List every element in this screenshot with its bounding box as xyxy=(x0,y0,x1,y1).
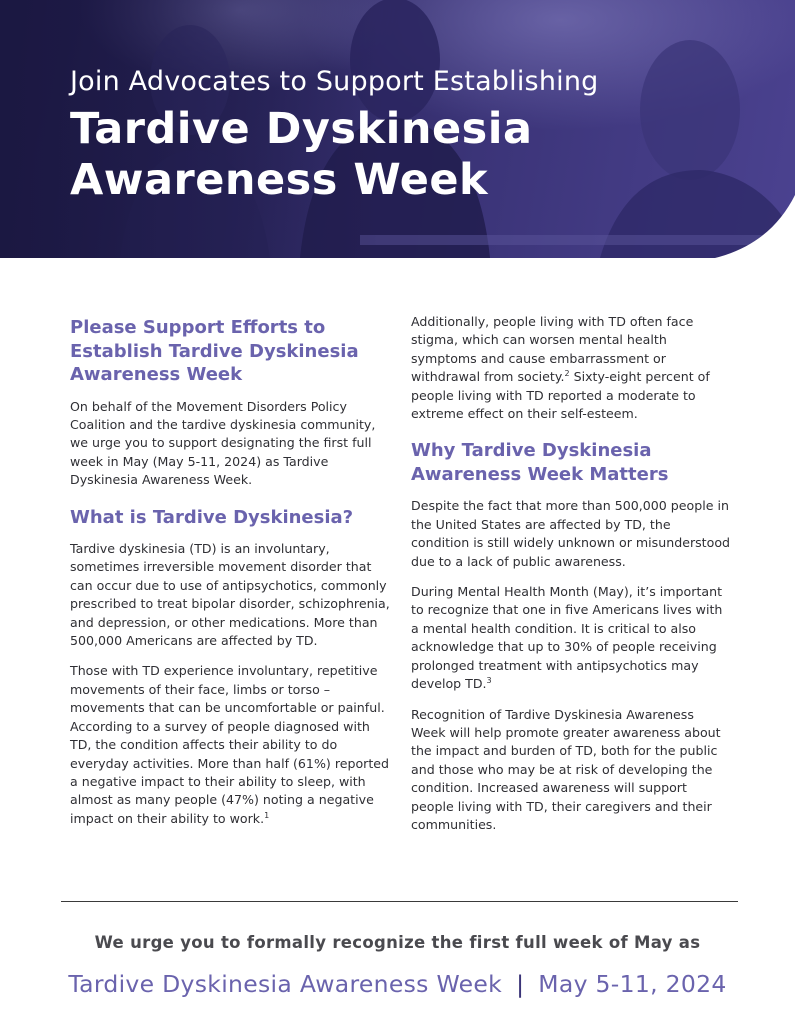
mental-health-month-text: During Mental Health Month (May), it’s important to recognize that one in five Americans lives with a mental health condition. It is critical to also acknowledge that up to 30% of people receiving prolonged treatment with antipsychotics may develop TD. xyxy=(411,584,723,692)
awareness-week-name: Tardive Dyskinesia Awareness Week xyxy=(68,970,503,998)
footnote-3: 3 xyxy=(486,675,492,685)
why-awareness-heading: Why Tardive Dyskinesia Awareness Week Matters xyxy=(411,440,669,485)
footnote-1: 1 xyxy=(264,810,270,820)
td-symptoms-text: Those with TD experience involuntary, repetitive movements of their face, limbs or torso – movements that can be uncomfortable or painful. According to a survey of people diagnosed with TD, the condition affects their ability to do everyday activities. More than half (61%) reported a negative impact to their ability to sleep, with almost as many people (47%) noting a negative impact on their ability to work. xyxy=(70,663,390,826)
separator: | xyxy=(516,970,525,998)
left-column xyxy=(70,316,390,840)
td-definition-paragraph: Tardive dyskinesia (TD) is an involuntary, sometimes irreversible movement disorder that can occur due to use of antipsychotics, commonly prescribed to treat bipolar disorder, schizophrenia, and depression, or other medications. More than 500,000 Americans are affected by TD. xyxy=(70,541,390,649)
footnote-2: 2 xyxy=(564,369,570,379)
hero-title xyxy=(70,104,532,206)
awareness-week-dates: May 5-11, 2024 xyxy=(538,970,727,998)
hero-banner xyxy=(0,0,795,258)
stigma-paragraph xyxy=(411,313,731,423)
hero-title-line1: Tardive Dyskinesia xyxy=(70,104,533,154)
td-symptoms-paragraph xyxy=(70,662,390,828)
call-to-action: We urge you to formally recognize the first full week of May as xyxy=(94,933,701,952)
awareness-week-banner xyxy=(0,970,795,998)
unknown-condition-paragraph: Despite the fact that more than 500,000 people in the United States are affected by TD, the condition is still widely unknown or misunderstood due to a lack of public awareness. xyxy=(411,498,731,569)
what-is-td-heading: What is Tardive Dyskinesia? xyxy=(70,506,354,528)
mental-health-month-paragraph xyxy=(411,583,731,693)
support-efforts-heading: Please Support Efforts to Establish Tardive Dyskinesia Awareness Week xyxy=(70,317,359,385)
stigma-text: Additionally, people living with TD often face stigma, which can worsen mental health symptoms and cause embarrassment or withdrawal from society. xyxy=(411,314,694,385)
hero-title-line2: Awareness Week xyxy=(70,155,489,205)
right-column xyxy=(411,313,731,846)
hero-subtitle: Join Advocates to Support Establishing xyxy=(70,66,599,97)
stigma-text-tail: Sixty-eight percent of people living with TD reported a moderate to extreme effect on their self-esteem. xyxy=(411,369,710,422)
recognition-paragraph: Recognition of Tardive Dyskinesia Awareness Week will help promote greater awareness about the impact and burden of TD, both for the public and those who may be at risk of developing the condition. Increased awareness will support people living with TD, their caregivers and their communities. xyxy=(411,706,721,832)
intro-paragraph: On behalf of the Movement Disorders Policy Coalition and the tardive dyskinesia community, we urge you to support designating the first full week in May (May 5-11, 2024) as Tardive Dyskinesia Awareness Week. xyxy=(70,398,376,488)
divider xyxy=(61,901,738,902)
